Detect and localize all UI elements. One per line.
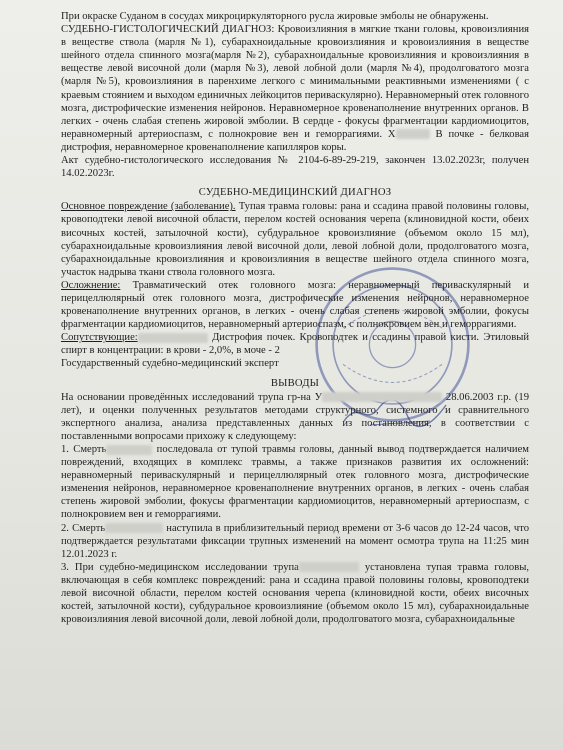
conclusion-item-1 bbox=[61, 443, 529, 522]
concomitant-text: Дистрофия почек. Кровоподтек и ссадины правой кисти. Этиловый спирт в концентрации: в крови - 2,0%, в моче - 2 bbox=[61, 332, 529, 357]
redacted-block bbox=[106, 445, 152, 455]
histology-diagnosis-text: СУДЕБНО-ГИСТОЛОГИЧЕСКИЙ ДИАГНОЗ: Кровоизлияния в мягкие ткани головы, кровоизлияния в веществе ствола (марля №1), субарахноидальные кровоизлияния и кровоизлияния в веществе шейного отдела спинного мозга(марля №2), субарахноидальные кровоизлияния и кровоизлияния в веществе левой височной доли (марля №3), левой лобной доли (марля №4), продолговатого мозга (марля №5), кровоизлияния в паренхиме легкого с минимальными реактивными изменениями ( с краевым стоянием и выходом единичных лейкоцитов периваскулярно). Неравномерный отек головного мозга, дистрофические изменения нейронов. Неравномерное кровенаполнение внутренних органов. В легких - очень слабая степень жировой эмболии. В сердце - фокусы фрагментации кардиомиоцитов, неравномерный артериоспазм, с полнокровие вен и геморрагиями. Х bbox=[61, 24, 529, 140]
redacted-block bbox=[396, 129, 430, 139]
redacted-block bbox=[299, 562, 359, 572]
conclusion-1-text: последовала от тупой травмы головы, данный вывод подтверждается наличием повреждений, входящих в комплекс травмы, а также признаков развития их осложнений: неравномерный периваскулярный и перицеллюлярный отек головного мозга, дистрофические изменения нейронов, неравномерное кровенаполнение внутренних органов, в легких - очень слабая степень жировой эмболии, фокусы фрагментации кардиомиоцитов, неравномерный артериоспазм, с полнокровием вен и геморрагиями. bbox=[61, 444, 530, 521]
concomitant-label: Сопутствующие: bbox=[61, 332, 138, 344]
conclusions-heading: ВЫВОДЫ bbox=[270, 377, 320, 389]
conclusion-item-3 bbox=[61, 561, 529, 626]
conclusion-2-start: 2. Смерть bbox=[61, 522, 106, 534]
document-body bbox=[61, 10, 529, 626]
redacted-block bbox=[105, 523, 163, 533]
paragraph-main-injury bbox=[61, 200, 529, 279]
conclusions-intro-a: На основании проведённых исследований трупа гр-на У bbox=[61, 391, 323, 403]
redacted-block bbox=[322, 392, 442, 402]
conclusion-1-start: 1. Смерть bbox=[61, 444, 107, 455]
paragraph-histology-act: Акт судебно-гистологического исследования № 2104-6-89-29-219, закончен 13.02.2023г, получен 14.02.2023г. bbox=[61, 155, 529, 180]
conclusion-item-2 bbox=[61, 522, 529, 561]
forensic-diagnosis-heading: СУДЕБНО-МЕДИЦИНСКИЙ ДИАГНОЗ bbox=[198, 187, 392, 199]
conclusion-2-text: наступила в приблизительный период времени от 3-6 часов до 12-24 часов, что подтверждается результатами фиксации трупных изменений на момент осмотра трупа на 11:25 мин 12.01.2023 г. bbox=[61, 522, 529, 560]
complication-label: Осложнение: bbox=[61, 279, 121, 291]
paragraph-conclusions-intro bbox=[61, 391, 529, 443]
paragraph-complication bbox=[61, 279, 529, 331]
main-injury-label: Основное повреждение (заболевание). bbox=[61, 201, 236, 213]
conclusions-intro-b: 28.06.2003 г.р. (19 лет), и оценки полученных результатов методами структурного, системного и сравнительного экспертного анализа, анализа представленных данных из постановления, в соответствии с поставленными вопросами прихожу к следующему: bbox=[61, 391, 529, 442]
conclusion-3-text: установлена тупая травма головы, включающая в себя комплекс повреждений: рана и ссадина правой половины головы, кровоподтеки левой височной области, перелом костей основания черепа (клиновидной кости, обеих височных костей, затылочной кости), субдуральное кровоизлияние (объемом около 15 мл), субарахноидальные кровоизлияния левой височной доли, левой лобной доли, продолговатого мозга, субарахноидальные bbox=[61, 561, 529, 626]
paragraph-sudan-staining: При окраске Суданом в сосудах микроциркуляторного русла жировые эмболы не обнаружены. bbox=[61, 11, 489, 22]
redacted-block bbox=[138, 333, 208, 343]
main-injury-text: Тупая травма головы: рана и ссадина правой половины головы, кровоподтеки левой височной области, перелом костей основания черепа (клиновидной кости, обеих височных костей, затылочной кости), субдуральное кровоизлияние (объемом около 15 мл), субарахноидальные кровоизлияния левой височной доли, левой лобной доли, продолговатого мозга, субарахноидальные кровоизлияния и кровоизлияния в веществе шейного отдела спинного мозга, участок надрыва ткани ствола головного мозга. bbox=[61, 201, 529, 278]
complication-text: Травматический отек головного мозга: неравномерный периваскулярный и перицеллюлярный отек головного мозга, дистрофические изменения нейронов, неравномерное кровенаполнение внутренних органов, в легких - очень слабая степень жировой эмболии, фокусы фрагментации кардиомиоцитов, неравномерный артериоспазм, с полнокровием вен и геморрагиями. bbox=[61, 279, 529, 331]
expert-title: Государственный судебно-медицинский эксперт bbox=[61, 358, 279, 370]
paragraph-concomitant bbox=[61, 331, 529, 357]
histology-diagnosis-tail: В почке - белковая дистрофия, неравномерное кровенаполнение капилляров коры. bbox=[61, 128, 529, 153]
conclusion-3-start: 3. При судебно-медицинском исследовании трупа bbox=[61, 561, 299, 573]
paragraph-histology-diagnosis bbox=[61, 23, 529, 154]
